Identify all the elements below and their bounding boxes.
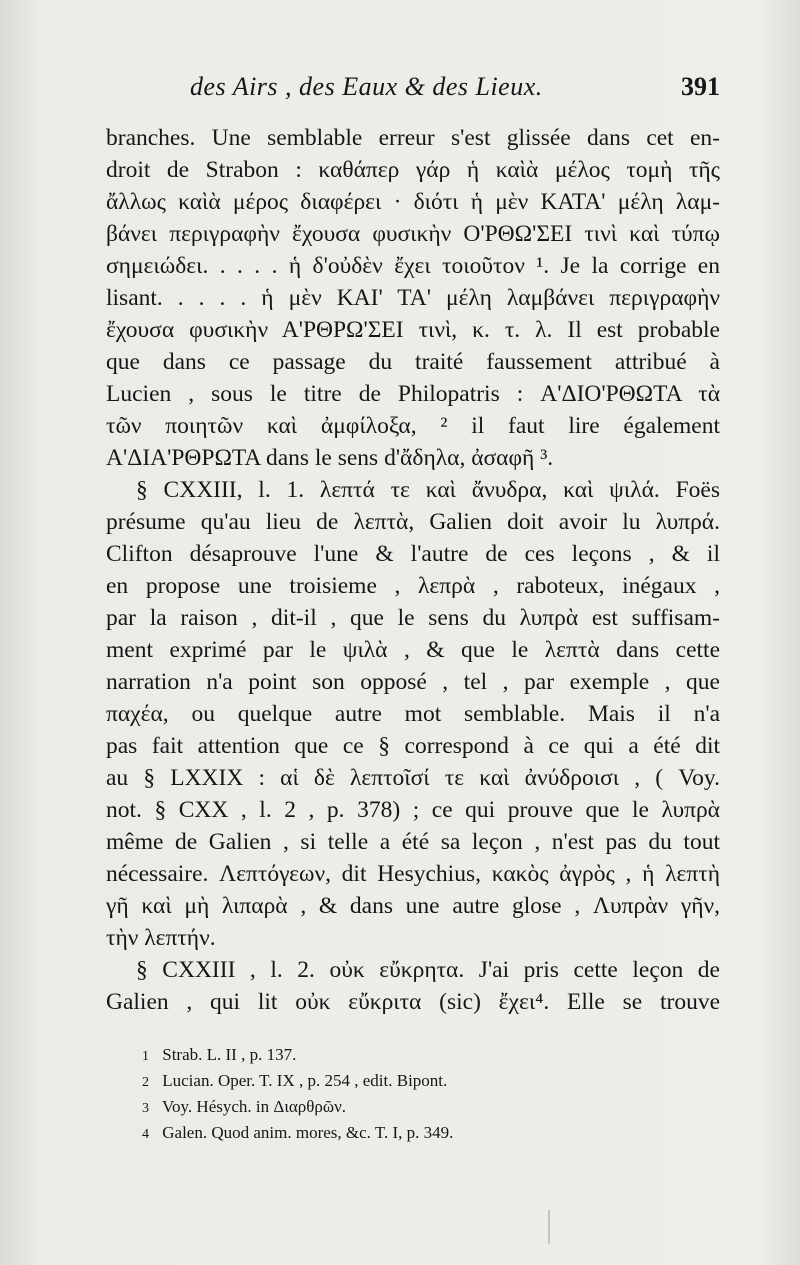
text-line: Lucien , sous le titre de Philopatris : Α'ΔΙΟ'ΡΘΩΤΑ τὰ bbox=[106, 381, 720, 407]
text-line: même de Galien , si telle a été sa leçon , n'est pas du tout bbox=[106, 829, 720, 855]
text-line: que dans ce passage du traité faussement attribué à bbox=[106, 349, 720, 375]
footnote-text: Voy. Hésych. in Διαρθρῶν. bbox=[161, 1097, 347, 1116]
footnote bbox=[142, 1120, 702, 1146]
main-text bbox=[106, 122, 720, 1018]
footnotes bbox=[142, 1042, 702, 1146]
text-line: ἄλλως καὶὰ μέρος διαφέρει · διότι ἡ μὲν ΚΑΤΑ' μέλη λαμ- bbox=[106, 189, 720, 215]
text-line: not. § CXX , l. 2 , p. 378) ; ce qui prouve que le λυπρὰ bbox=[106, 797, 720, 823]
footnote-number: 1 bbox=[142, 1049, 149, 1064]
text-line: au § LXXIX : αἱ δὲ λεπτοῖσί τε καὶ ἀνύδροισι , ( Voy. bbox=[106, 765, 720, 791]
text-line: pas fait attention que ce § correspond à ce qui a été dit bbox=[106, 733, 720, 759]
text-line: nécessaire. Λεπτόγεων, dit Hesychius, κακὸς ἀγρὸς , ἡ λεπτὴ bbox=[106, 861, 720, 887]
footnote-number: 3 bbox=[142, 1101, 149, 1116]
text-line: Α'ΔΙΑ'ΡΘΡΩΤΑ dans le sens d'ἄδηλα, ἀσαφῆ ³. bbox=[106, 445, 554, 471]
page-number: 391 bbox=[681, 72, 720, 101]
text-line: βάνει περιγραφὴν ἔχουσα φυσικὴν Ο'ΡΘΩ'ΣΕΙ τινὶ καὶ τύπῳ bbox=[106, 221, 720, 247]
text-line: Clifton désaprouve l'une & l'autre de ces leçons , & il bbox=[106, 541, 720, 567]
text-line: ment exprimé par le ψιλὰ , & que le λεπτὰ dans cette bbox=[106, 637, 720, 663]
footnote-text: Strab. L. II , p. 137. bbox=[162, 1045, 297, 1064]
footnote-number: 2 bbox=[142, 1075, 149, 1090]
text-line: branches. Une semblable erreur s'est glissée dans cet en- bbox=[106, 125, 720, 151]
footnote-text: Galen. Quod anim. mores, &c. T. I, p. 349. bbox=[162, 1123, 454, 1142]
footnote bbox=[142, 1068, 702, 1094]
footnote bbox=[142, 1042, 702, 1068]
running-header bbox=[108, 72, 720, 116]
text-line: lisant. . . . . ἡ μὲν ΚΑΙ' ΤΑ' μέλη λαμβάνει περιγραφὴν bbox=[106, 285, 720, 311]
text-line: droit de Strabon : καθάπερ γάρ ἡ καὶὰ μέλος τομὴ τῆς bbox=[106, 157, 720, 183]
text-line: τὴν λεπτήν. bbox=[106, 925, 216, 951]
text-line: παχέα, ou quelque autre mot semblable. Mais il n'a bbox=[106, 701, 720, 727]
page-crease-mark bbox=[548, 1210, 550, 1244]
text-line: ἔχουσα φυσικὴν Α'ΡΘΡΩ'ΣΕΙ τινὶ, κ. τ. λ. Il est probable bbox=[106, 317, 720, 343]
text-line: en propose une troisieme , λεπρὰ , raboteux, inégaux , bbox=[106, 573, 720, 599]
running-title: des Airs , des Eaux & des Lieux. bbox=[190, 72, 543, 101]
footnote-number: 4 bbox=[142, 1127, 149, 1142]
text-line: § CXXIII, l. 1. λεπτά τε καὶ ἄνυδρα, καὶ ψιλά. Foës bbox=[136, 477, 720, 503]
text-line: τῶν ποιητῶν καὶ ἀμφίλοξα, ² il faut lire également bbox=[106, 413, 720, 439]
text-line: présume qu'au lieu de λεπτὰ, Galien doit avoir lu λυπρά. bbox=[106, 509, 720, 535]
footnote-text: Lucian. Oper. T. IX , p. 254 , edit. Bipont. bbox=[162, 1071, 448, 1090]
text-line: narration n'a point son opposé , tel , par exemple , que bbox=[106, 669, 720, 695]
text-line: Galien , qui lit οὐκ εὔκριτα (sic) ἔχει⁴. Elle se trouve bbox=[106, 989, 720, 1015]
text-line: § CXXIII , l. 2. οὐκ εὔκρητα. J'ai pris cette leçon de bbox=[136, 957, 720, 983]
text-line: par la raison , dit-il , que le sens du λυπρὰ est suffisam- bbox=[106, 605, 720, 631]
text-line: σημειώδει. . . . . ἡ δ'οὐδὲν ἔχει τοιοῦτον ¹. Je la corrige en bbox=[106, 253, 720, 279]
footnote bbox=[142, 1094, 702, 1120]
text-line: γῆ καὶ μὴ λιπαρὰ , & dans une autre glose , Λυπρὰν γῆν, bbox=[106, 893, 720, 919]
